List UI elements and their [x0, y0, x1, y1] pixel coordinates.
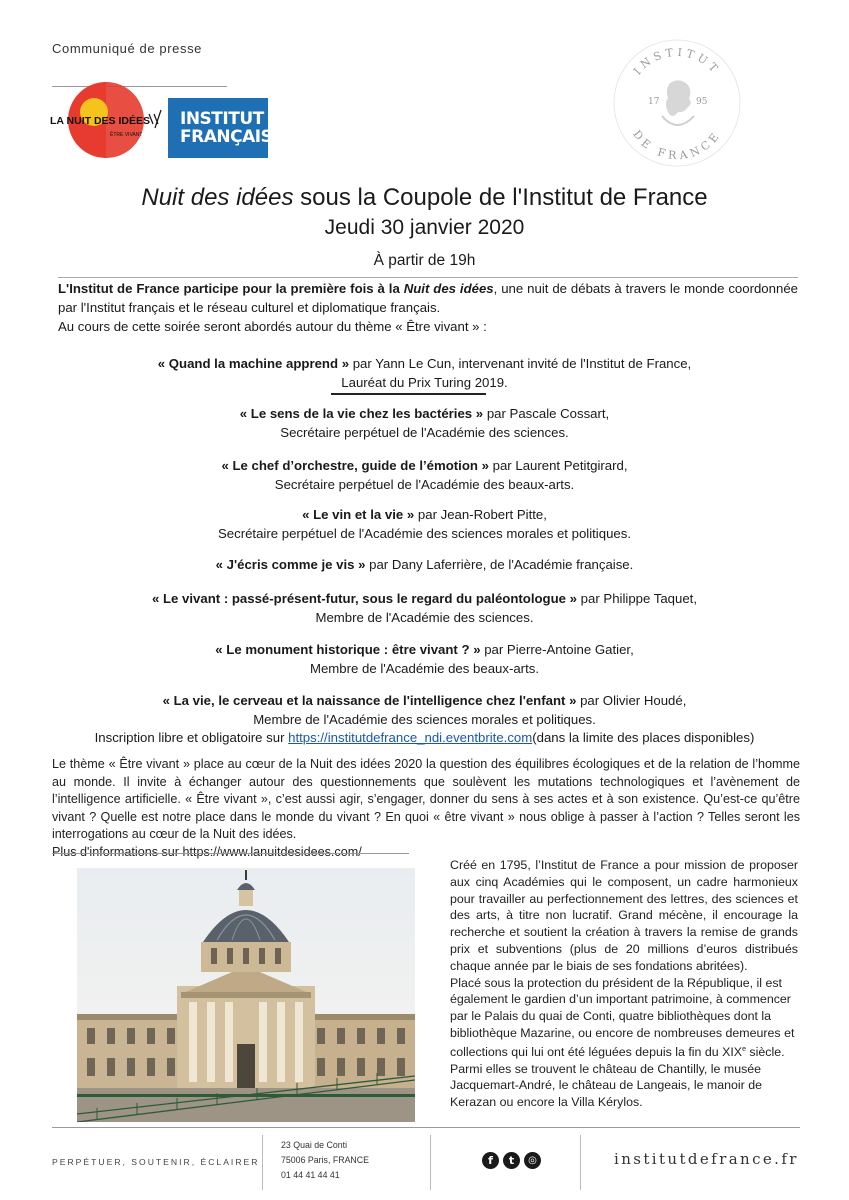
talk-role: Membre de l'Académie des sciences morales et politiques. — [253, 712, 596, 727]
talk-title: « Quand la machine apprend » — [157, 356, 353, 371]
intro-paragraph — [58, 279, 798, 336]
theme-text: Le thème « Être vivant » place au cœur de la Nuit des idées 2020 la question des équilibres écologiques et de la relation de l’homme au monde. Il invite à échanger autour des questionnements que soulèvent les mutations technologiques et l’avènement de l’intelligence artificielle. « Être vivant », c’est aussi agir, s’engager, donner du sens à ses actes et à son existence. Qu’est-ce qu’être vivant ? Quelle est notre place dans le monde du vivant ? En quoi « être vivant » nous oblige à passer à l’action ? Telles seront les interrogations au cœur de la Nuit des idées. — [52, 757, 800, 841]
talk-item — [0, 640, 849, 678]
instagram-icon[interactable]: ◎ — [524, 1152, 541, 1169]
talk-role: Secrétaire perpétuel de l'Académie des sciences. — [280, 425, 569, 440]
seal-top-text: INSTITUT — [631, 45, 723, 78]
talk-separator — [331, 393, 486, 395]
footer-separator — [262, 1135, 263, 1190]
footer-separator — [580, 1135, 581, 1190]
talk-item — [0, 404, 849, 442]
talk-speaker: par Jean-Robert Pitte, — [414, 507, 547, 522]
talk-role: Membre de l'Académie des beaux-arts. — [309, 661, 539, 676]
talk-title: « Le chef d’orchestre, guide de l’émotion » — [221, 458, 489, 473]
eventbrite-link[interactable]: https://institutdefrance_ndi.eventbrite.com — [288, 730, 533, 745]
talk-speaker: par Yann Le Cun, intervenant invité de l'Institut de France, — [352, 356, 692, 371]
event-time: À partir de 19h — [373, 252, 476, 269]
talk-speaker: par Laurent Petitgirard, — [488, 458, 628, 473]
website-link[interactable]: institutdefrance.fr — [614, 1150, 799, 1168]
intro-bold: L'Institut de France participe pour la première fois à la — [58, 281, 404, 296]
inscription-prefix: Inscription libre et obligatoire sur — [94, 730, 289, 745]
twitter-icon[interactable]: t — [503, 1152, 520, 1169]
seal-year-right: 95 — [696, 97, 708, 107]
if-logo-line2: FRANÇAIS — [180, 127, 273, 147]
footer-separator — [430, 1135, 431, 1190]
theme-divider — [52, 853, 409, 854]
about-institut — [450, 857, 798, 1111]
event-date: Jeudi 30 janvier 2020 — [324, 216, 525, 239]
event-title-italic: Nuit des idées — [141, 184, 294, 211]
footer-address — [281, 1138, 369, 1183]
institut-building-photo — [77, 868, 415, 1122]
if-logo-line1: INSTITUT — [180, 109, 264, 129]
talk-speaker: par Pierre-Antoine Gatier, — [484, 642, 634, 657]
talk-item — [0, 691, 849, 729]
about-paragraph-1: Créé en 1795, l’Institut de France a pour mission de proposer aux cinq Académies qui le composent, un cadre harmonieux pour travailler au perfectionnement des lettres, des sciences et des arts, à titre non lucratif. Grand mécène, il encourage la recherche et soutient la création à travers la remise de grands prix et subventions (plus de 20 millions d’euros distribués chaque année par le biais de ses fondations abritées). — [450, 858, 798, 973]
nuit-des-idees-logo — [46, 80, 166, 160]
institut-francais-logo — [168, 98, 273, 158]
facebook-icon[interactable]: f — [482, 1152, 499, 1169]
talk-role: Membre de l'Académie des sciences. — [315, 610, 534, 625]
address-line-3: 01 44 41 44 41 — [281, 1170, 340, 1180]
more-info-line[interactable]: Plus d'informations sur https://www.lanuitdesidees.com/ — [52, 844, 362, 859]
talk-role: Lauréat du Prix Turing 2019. — [341, 375, 508, 390]
intro-theme-line: Au cours de cette soirée seront abordés autour du thème « Être vivant » : — [58, 319, 487, 334]
event-title-rest: sous la Coupole de l'Institut de France — [293, 184, 708, 211]
talk-item — [0, 589, 849, 627]
talk-item — [0, 456, 849, 494]
talk-role: Secrétaire perpétuel de l'Académie des sciences morales et politiques. — [217, 526, 632, 541]
about-paragraph-2-after: siècle. Parmi elles se trouvent le château de Chantilly, le musée Jacquemart-André, le château de Langeais, le manoir de Kerazan ou encore la Villa Kérylos. — [450, 1044, 785, 1110]
title-divider — [58, 277, 798, 278]
footer-divider — [52, 1127, 800, 1128]
talk-item — [0, 555, 849, 574]
intro-rest: , une nuit de débats à travers le monde coordonnée par l'Institut français et le réseau culturel et diplomatique français. — [58, 281, 798, 315]
about-superscript: e — [742, 1045, 746, 1053]
talk-title: « J'écris comme je vis » — [215, 557, 370, 572]
document-type-label: Communiqué de presse — [52, 41, 203, 56]
talk-speaker: par Dany Laferrière, de l'Académie française. — [369, 557, 634, 572]
seal-bottom-text: DE FRANCE — [630, 127, 724, 163]
institut-de-france-seal — [612, 38, 742, 168]
inscription-line — [0, 730, 849, 745]
talk-title: « Le vivant : passé-présent-futur, sous le regard du paléontologue » — [151, 591, 578, 606]
seal-year-left: 17 — [648, 97, 660, 107]
talk-speaker: par Pascale Cossart, — [486, 406, 610, 421]
talk-item — [0, 354, 849, 392]
address-line-1: 23 Quai de Conti — [281, 1140, 348, 1150]
talk-role: Secrétaire perpétuel de l'Académie des beaux-arts. — [274, 477, 575, 492]
talk-title: « Le sens de la vie chez les bactéries » — [239, 406, 487, 421]
talk-speaker: par Olivier Houdé, — [576, 693, 687, 708]
inscription-suffix: (dans la limite des places disponibles) — [532, 730, 755, 745]
address-line-2: 75006 Paris, FRANCE — [281, 1155, 370, 1165]
talk-item — [0, 505, 849, 543]
theme-paragraph — [52, 756, 800, 861]
talk-title: « La vie, le cerveau et la naissance de l'intelligence chez l'enfant » — [162, 693, 577, 708]
talk-speaker: par Philippe Taquet, — [577, 591, 698, 606]
ndi-logo-text: LA NUIT DES IDÉES — [50, 115, 150, 127]
footer-tagline: PERPÉTUER, SOUTENIR, ÉCLAIRER — [52, 1157, 260, 1167]
talk-title: « Le vin et la vie » — [302, 507, 415, 522]
talk-title: « Le monument historique : être vivant ? » — [215, 642, 485, 657]
intro-bold-italic: Nuit des idées — [403, 281, 494, 296]
svg-text:INSTITUT — [631, 46, 723, 78]
about-paragraph-2 — [450, 975, 798, 1112]
event-title — [0, 184, 849, 212]
ndi-logo-subtext: ÊTRE VIVANT — [110, 132, 143, 138]
about-paragraph-2-before: Placé sous la protection du président de la République, il est également le gardien d’un important patrimoine, à commencer par le Palais du quai de Conti, quatre bibliothèques dont la bibliothèque Mazarine, ou encore de nombreuses demeures et collections qui lui ont été léguées depuis la fin du XIX — [450, 975, 795, 1059]
